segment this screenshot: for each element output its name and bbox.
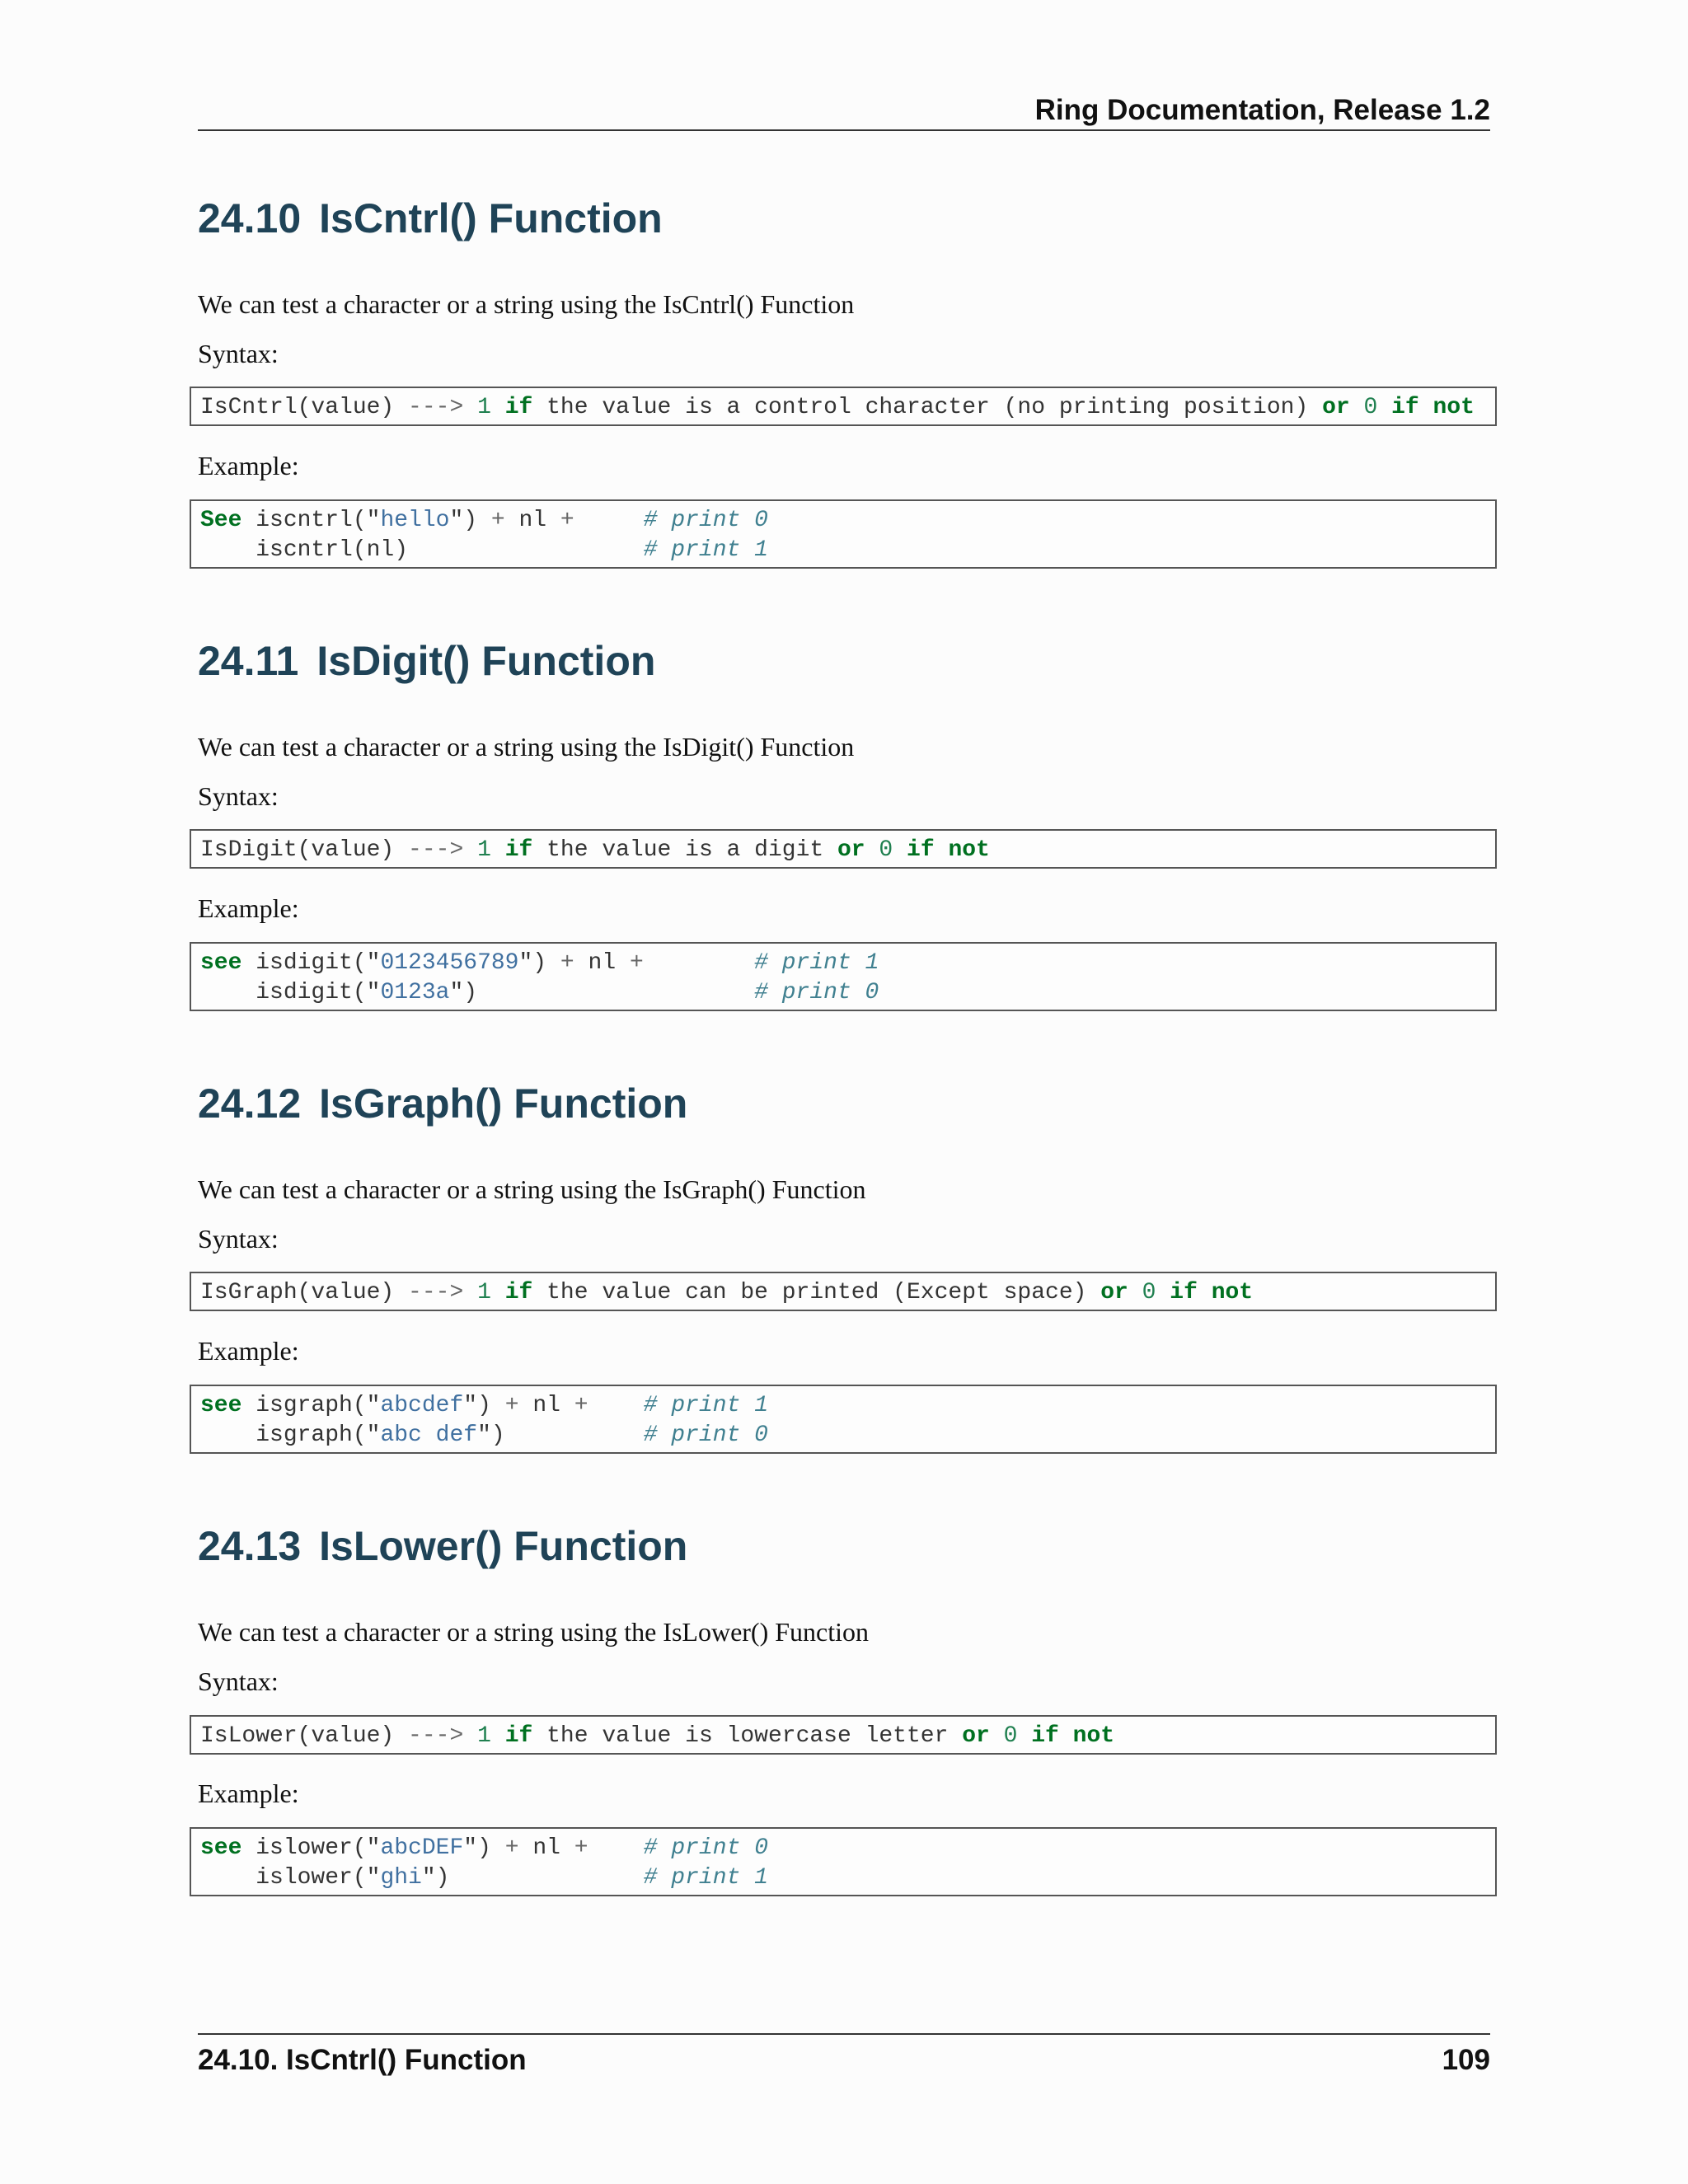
footer-section-title: 24.10. IsCntrl() Function xyxy=(198,2044,527,2076)
section-title: IsDigit() Function xyxy=(316,638,656,684)
syntax-code: IsCntrl(value) ---> 1 if the value is a control character (no printing position) or 0 if not xyxy=(200,395,1475,420)
example-code: see isgraph("abcdef") + nl + # print 1 isgraph("abc def") # print 0 xyxy=(200,1393,768,1448)
header-rule xyxy=(198,129,1490,131)
syntax-label: Syntax: xyxy=(198,1666,279,1696)
section-intro: We can test a character or a string using the IsLower() Function xyxy=(198,1617,870,1647)
syntax-code-block xyxy=(190,1715,1497,1755)
section-number: 24.12 xyxy=(198,1080,302,1127)
syntax-code: IsDigit(value) ---> 1 if the value is a digit or 0 if not xyxy=(200,837,990,863)
syntax-label: Syntax: xyxy=(198,339,279,368)
syntax-label: Syntax: xyxy=(198,781,279,811)
syntax-code-block xyxy=(190,1272,1497,1311)
page-number: 109 xyxy=(1442,2044,1490,2076)
example-code-block xyxy=(190,942,1497,1011)
example-label: Example: xyxy=(198,451,299,480)
syntax-label: Syntax: xyxy=(198,1224,279,1254)
example-label: Example: xyxy=(198,1336,299,1366)
section-intro: We can test a character or a string using the IsDigit() Function xyxy=(198,732,855,762)
example-label: Example: xyxy=(198,1779,299,1808)
section-title: IsCntrl() Function xyxy=(319,195,663,241)
section-number: 24.13 xyxy=(198,1523,302,1569)
example-code: See iscntrl("hello") + nl + # print 0 iscntrl(nl) # print 1 xyxy=(200,508,768,563)
example-code: see islower("abcDEF") + nl + # print 0 islower("ghi") # print 1 xyxy=(200,1835,768,1891)
section-heading xyxy=(198,635,655,687)
section-intro: We can test a character or a string using the IsCntrl() Function xyxy=(198,289,855,319)
example-code-block xyxy=(190,499,1497,569)
section-heading xyxy=(198,192,663,245)
example-label: Example: xyxy=(198,893,299,923)
section-number: 24.10 xyxy=(198,195,302,241)
syntax-code: IsGraph(value) ---> 1 if the value can be printed (Except space) or 0 if not xyxy=(200,1280,1254,1305)
syntax-code-block xyxy=(190,387,1497,426)
section-heading xyxy=(198,1520,687,1572)
running-header: Ring Documentation, Release 1.2 xyxy=(1034,94,1490,126)
example-code-block xyxy=(190,1385,1497,1454)
section-title: IsLower() Function xyxy=(319,1523,688,1569)
example-code: see isdigit("0123456789") + nl + # print 1 isdigit("0123a") # print 0 xyxy=(200,950,879,1005)
section-intro: We can test a character or a string using the IsGraph() Function xyxy=(198,1174,866,1204)
example-code-block xyxy=(190,1827,1497,1896)
footer-rule xyxy=(198,2033,1490,2035)
section-heading xyxy=(198,1077,687,1130)
syntax-code-block xyxy=(190,829,1497,869)
section-title: IsGraph() Function xyxy=(319,1080,688,1127)
section-number: 24.11 xyxy=(198,638,299,684)
syntax-code: IsLower(value) ---> 1 if the value is lowercase letter or 0 if not xyxy=(200,1723,1115,1749)
